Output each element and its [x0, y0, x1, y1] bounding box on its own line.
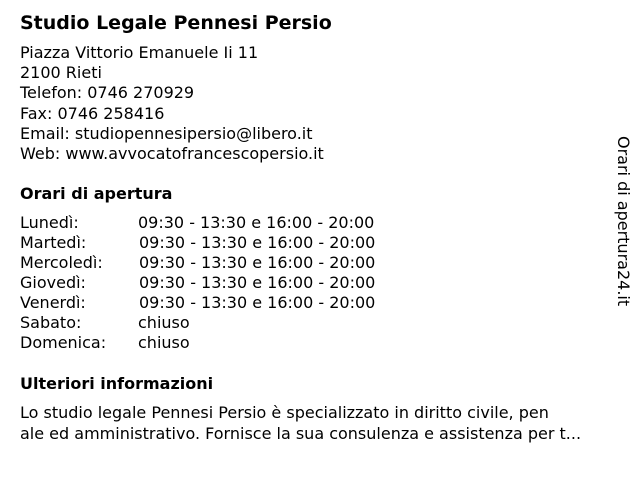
- address-line-1: Piazza Vittorio Emanuele Ii 11: [20, 43, 259, 62]
- day-hours: chiuso: [138, 313, 190, 332]
- description-line-2: ale ed amministrativo. Fornisce la sua consulenza e assistenza per t...: [20, 423, 582, 443]
- description-line-1: Lo studio legale Pennesi Persio è specializzato in diritto civile, pen: [20, 403, 549, 422]
- day-hours: 09:30 - 13:30 e 16:00 - 20:00: [139, 233, 376, 252]
- opening-hours-heading: Orari di apertura: [20, 184, 173, 203]
- day-hours: 09:30 - 13:30 e 16:00 - 20:00: [139, 293, 376, 312]
- site-watermark: Orari di apertura24.it: [614, 136, 633, 307]
- day-hours: 09:30 - 13:30 e 16:00 - 20:00: [139, 273, 376, 292]
- day-hours: 09:30 - 13:30 e 16:00 - 20:00: [139, 253, 376, 272]
- contact-block: [20, 43, 324, 164]
- day-label: Sabato:: [20, 313, 82, 332]
- day-label: Venerdì:: [20, 293, 86, 312]
- day-label: Giovedì:: [20, 273, 86, 292]
- day-hours: chiuso: [138, 333, 190, 352]
- day-label: Mercoledì:: [20, 253, 103, 272]
- address-line-2: 2100 Rieti: [20, 63, 102, 83]
- fax-number: Fax: 0746 258416: [20, 103, 165, 123]
- day-hours: 09:30 - 13:30 e 16:00 - 20:00: [138, 213, 375, 232]
- day-label: Lunedì:: [20, 213, 79, 232]
- day-label: Domenica:: [20, 333, 107, 352]
- day-label: Martedì:: [20, 233, 87, 252]
- website: Web: www.avvocatofrancescopersio.it: [20, 143, 324, 163]
- more-info-heading: Ulteriori informazioni: [20, 374, 214, 393]
- phone-number: Telefon: 0746 270929: [20, 83, 195, 103]
- business-name: Studio Legale Pennesi Persio: [20, 12, 332, 34]
- description-text: [20, 403, 581, 444]
- email-address: Email: studiopennesipersio@libero.it: [20, 123, 313, 143]
